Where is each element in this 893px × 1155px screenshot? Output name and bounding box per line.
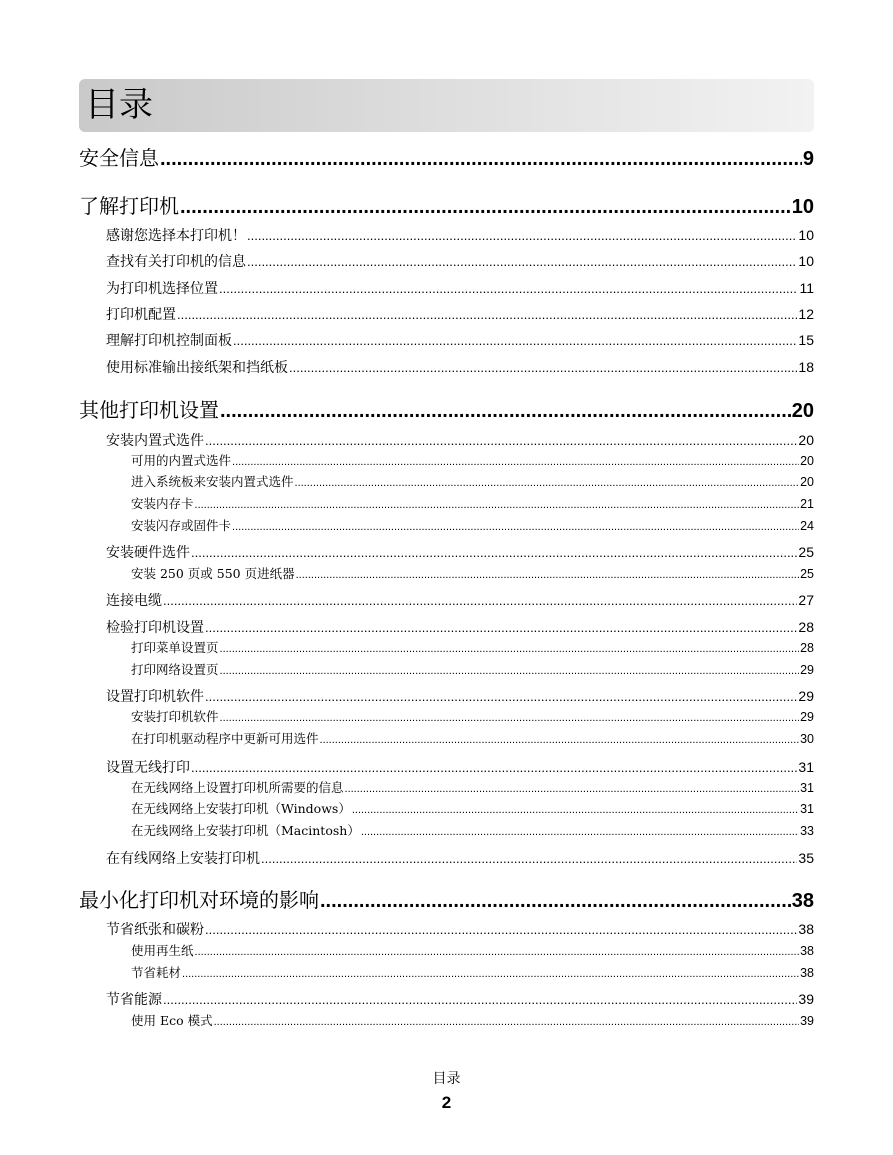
dot-leader bbox=[289, 359, 797, 377]
toc-entry-level-3[interactable] bbox=[131, 496, 814, 513]
toc-entry-page-number: 27 bbox=[798, 592, 814, 608]
toc-entry-page-number: 39 bbox=[798, 991, 814, 1007]
toc-entry-label: 最小化打印机对环境的影响 bbox=[79, 888, 319, 912]
toc-entry-level-2[interactable] bbox=[106, 358, 814, 377]
toc-entry-label: 使用再生纸 bbox=[131, 943, 194, 958]
toc-entry-page-number: 30 bbox=[800, 732, 814, 746]
toc-entry-page-number: 20 bbox=[800, 475, 814, 489]
toc-entry-page-number: 20 bbox=[791, 400, 814, 422]
toc-entry-level-2[interactable] bbox=[106, 279, 814, 298]
toc-entry-level-1[interactable] bbox=[79, 888, 814, 913]
dot-leader bbox=[220, 710, 800, 726]
toc-entry-page-number: 25 bbox=[798, 544, 814, 560]
toc-entry-label: 安装打印机软件 bbox=[131, 709, 219, 724]
toc-entry-level-3[interactable] bbox=[131, 965, 814, 982]
dot-leader bbox=[247, 253, 797, 271]
toc-entry-page-number: 10 bbox=[798, 227, 814, 243]
toc-entry-label: 查找有关打印机的信息 bbox=[106, 254, 246, 270]
toc-entry-level-3[interactable] bbox=[131, 662, 814, 679]
dot-leader bbox=[214, 1014, 799, 1030]
toc-entry-level-3[interactable] bbox=[131, 823, 814, 840]
dot-leader bbox=[295, 475, 800, 491]
toc-entry-label: 感谢您选择本打印机！ bbox=[106, 228, 246, 244]
toc-entry-label: 可用的内置式选件 bbox=[131, 453, 232, 468]
toc-entry-label: 在打印机驱动程序中更新可用选件 bbox=[131, 731, 319, 746]
footer-page-number: 2 bbox=[441, 1093, 452, 1112]
toc-entry-page-number: 33 bbox=[800, 824, 814, 838]
toc-entry-label: 安装硬件选件 bbox=[106, 545, 190, 561]
toc-entry-page-number: 11 bbox=[799, 280, 814, 296]
dot-leader bbox=[233, 332, 797, 350]
toc-entry-level-3[interactable] bbox=[131, 453, 814, 470]
toc-entry-level-3[interactable] bbox=[131, 566, 814, 583]
toc-entry-level-2[interactable] bbox=[106, 591, 814, 610]
dot-leader bbox=[177, 306, 797, 324]
toc-entry-page-number: 35 bbox=[798, 850, 814, 866]
toc-entry-page-number: 31 bbox=[800, 802, 814, 816]
dot-leader bbox=[361, 824, 799, 840]
toc-entry-level-2[interactable] bbox=[106, 331, 814, 350]
toc-entry-label: 在无线网络上安装打印机（Macintosh） bbox=[131, 823, 360, 838]
toc-entry-label: 打印机配置 bbox=[106, 307, 176, 323]
toc-entry-level-2[interactable] bbox=[106, 687, 814, 706]
toc-entry-level-3[interactable] bbox=[131, 780, 814, 797]
dot-leader bbox=[219, 280, 798, 298]
toc-entry-level-3[interactable] bbox=[131, 1013, 814, 1030]
toc-entry-label: 使用标准输出接纸架和挡纸板 bbox=[106, 360, 288, 376]
toc-entry-label: 了解打印机 bbox=[79, 194, 179, 218]
toc-entry-page-number: 12 bbox=[798, 306, 814, 322]
toc-entry-page-number: 38 bbox=[800, 966, 814, 980]
toc-entry-page-number: 25 bbox=[800, 567, 814, 581]
dot-leader bbox=[163, 592, 797, 610]
toc-entry-level-1[interactable] bbox=[79, 146, 814, 171]
toc-entry-label: 安装 250 页或 550 页进纸器 bbox=[131, 566, 295, 581]
toc-entry-label: 打印网络设置页 bbox=[131, 662, 219, 677]
toc-entry-page-number: 38 bbox=[791, 890, 814, 912]
toc-entry-label: 其他打印机设置 bbox=[79, 398, 219, 422]
dot-leader bbox=[296, 567, 799, 583]
dot-leader bbox=[220, 399, 791, 423]
toc-entry-label: 连接电缆 bbox=[106, 593, 162, 609]
toc-entry-level-2[interactable] bbox=[106, 252, 814, 271]
toc-entry-level-2[interactable] bbox=[106, 920, 814, 939]
toc-entry-page-number: 29 bbox=[800, 710, 814, 724]
toc-entry-label: 节省纸张和碳粉 bbox=[106, 922, 204, 938]
toc-entry-label: 设置无线打印 bbox=[106, 760, 190, 776]
dot-leader bbox=[191, 544, 797, 562]
toc-entry-page-number: 15 bbox=[798, 332, 814, 348]
dot-leader bbox=[180, 195, 791, 219]
toc-entry-level-3[interactable] bbox=[131, 518, 814, 535]
dot-leader bbox=[182, 966, 799, 982]
toc-entry-label: 节省耗材 bbox=[131, 965, 182, 980]
toc-entry-label: 在有线网络上安装打印机 bbox=[106, 851, 260, 867]
toc-entry-page-number: 28 bbox=[798, 619, 814, 635]
toc-entry-level-3[interactable] bbox=[131, 709, 814, 726]
toc-entry-level-2[interactable] bbox=[106, 618, 814, 637]
toc-entry-page-number: 18 bbox=[798, 359, 814, 375]
toc-entry-level-3[interactable] bbox=[131, 640, 814, 657]
toc-entry-label: 安装内存卡 bbox=[131, 496, 194, 511]
toc-entry-page-number: 24 bbox=[800, 519, 814, 533]
toc-entry-page-number: 10 bbox=[798, 253, 814, 269]
toc-entry-level-2[interactable] bbox=[106, 431, 814, 450]
dot-leader bbox=[195, 944, 800, 960]
toc-entry-label: 在无线网络上安装打印机（Windows） bbox=[131, 801, 351, 816]
toc-entry-level-3[interactable] bbox=[131, 943, 814, 960]
toc-entry-page-number: 9 bbox=[802, 148, 814, 170]
toc-entry-label: 安装内置式选件 bbox=[106, 433, 204, 449]
toc-entry-level-1[interactable] bbox=[79, 398, 814, 423]
toc-entry-label: 打印菜单设置页 bbox=[131, 640, 219, 655]
dot-leader bbox=[220, 641, 800, 657]
dot-leader bbox=[232, 519, 799, 535]
toc-entry-level-3[interactable] bbox=[131, 474, 814, 491]
dot-leader bbox=[352, 802, 799, 818]
dot-leader bbox=[345, 781, 800, 797]
toc-entry-page-number: 29 bbox=[800, 663, 814, 677]
dot-leader bbox=[232, 454, 799, 470]
toc-entry-level-1[interactable] bbox=[79, 194, 814, 219]
toc-entry-page-number: 21 bbox=[800, 497, 814, 511]
toc-entry-level-2[interactable] bbox=[106, 305, 814, 324]
dot-leader bbox=[320, 889, 791, 913]
toc-entry-label: 设置打印机软件 bbox=[106, 689, 204, 705]
toc-entry-level-2[interactable] bbox=[106, 226, 814, 245]
toc-entry-label: 使用 Eco 模式 bbox=[131, 1013, 213, 1028]
toc-entry-level-2[interactable] bbox=[106, 990, 814, 1009]
toc-entry-level-2[interactable] bbox=[106, 758, 814, 777]
toc-entry-label: 为打印机选择位置 bbox=[106, 281, 218, 297]
toc-entry-page-number: 10 bbox=[791, 196, 814, 218]
dot-leader bbox=[205, 688, 797, 706]
footer-section-label: 目录 bbox=[432, 1071, 461, 1087]
dot-leader bbox=[220, 663, 800, 679]
toc-entry-label: 节省能源 bbox=[106, 992, 162, 1008]
toc-entry-level-3[interactable] bbox=[131, 731, 814, 748]
dot-leader bbox=[160, 147, 802, 171]
toc-entry-label: 理解打印机控制面板 bbox=[106, 333, 232, 349]
toc-entry-level-3[interactable] bbox=[131, 801, 814, 818]
toc-entry-page-number: 38 bbox=[798, 921, 814, 937]
toc-entry-label: 在无线网络上设置打印机所需要的信息 bbox=[131, 780, 344, 795]
dot-leader bbox=[195, 497, 800, 513]
toc-entry-page-number: 38 bbox=[800, 944, 814, 958]
toc-title-banner bbox=[79, 79, 814, 132]
toc-entry-page-number: 31 bbox=[800, 781, 814, 795]
toc-entry-page-number: 20 bbox=[798, 432, 814, 448]
toc-entry-page-number: 20 bbox=[800, 454, 814, 468]
toc-entry-page-number: 28 bbox=[800, 641, 814, 655]
dot-leader bbox=[163, 991, 797, 1009]
dot-leader bbox=[320, 732, 800, 748]
toc-entry-label: 检验打印机设置 bbox=[106, 620, 204, 636]
toc-entry-label: 进入系统板来安装内置式选件 bbox=[131, 474, 294, 489]
page-title: 目录 bbox=[85, 85, 153, 125]
dot-leader bbox=[205, 432, 797, 450]
toc-entry-page-number: 31 bbox=[798, 759, 814, 775]
toc-entry-label: 安装闪存或固件卡 bbox=[131, 518, 232, 533]
toc-entry-label: 安全信息 bbox=[79, 146, 159, 170]
toc-entry-level-2[interactable] bbox=[106, 543, 814, 562]
toc-entry-level-2[interactable] bbox=[106, 849, 814, 868]
dot-leader bbox=[205, 921, 797, 939]
dot-leader bbox=[191, 759, 797, 777]
toc-entry-page-number: 29 bbox=[798, 688, 814, 704]
dot-leader bbox=[205, 619, 797, 637]
toc-entry-page-number: 39 bbox=[800, 1014, 814, 1028]
dot-leader bbox=[247, 227, 797, 245]
dot-leader bbox=[261, 850, 797, 868]
